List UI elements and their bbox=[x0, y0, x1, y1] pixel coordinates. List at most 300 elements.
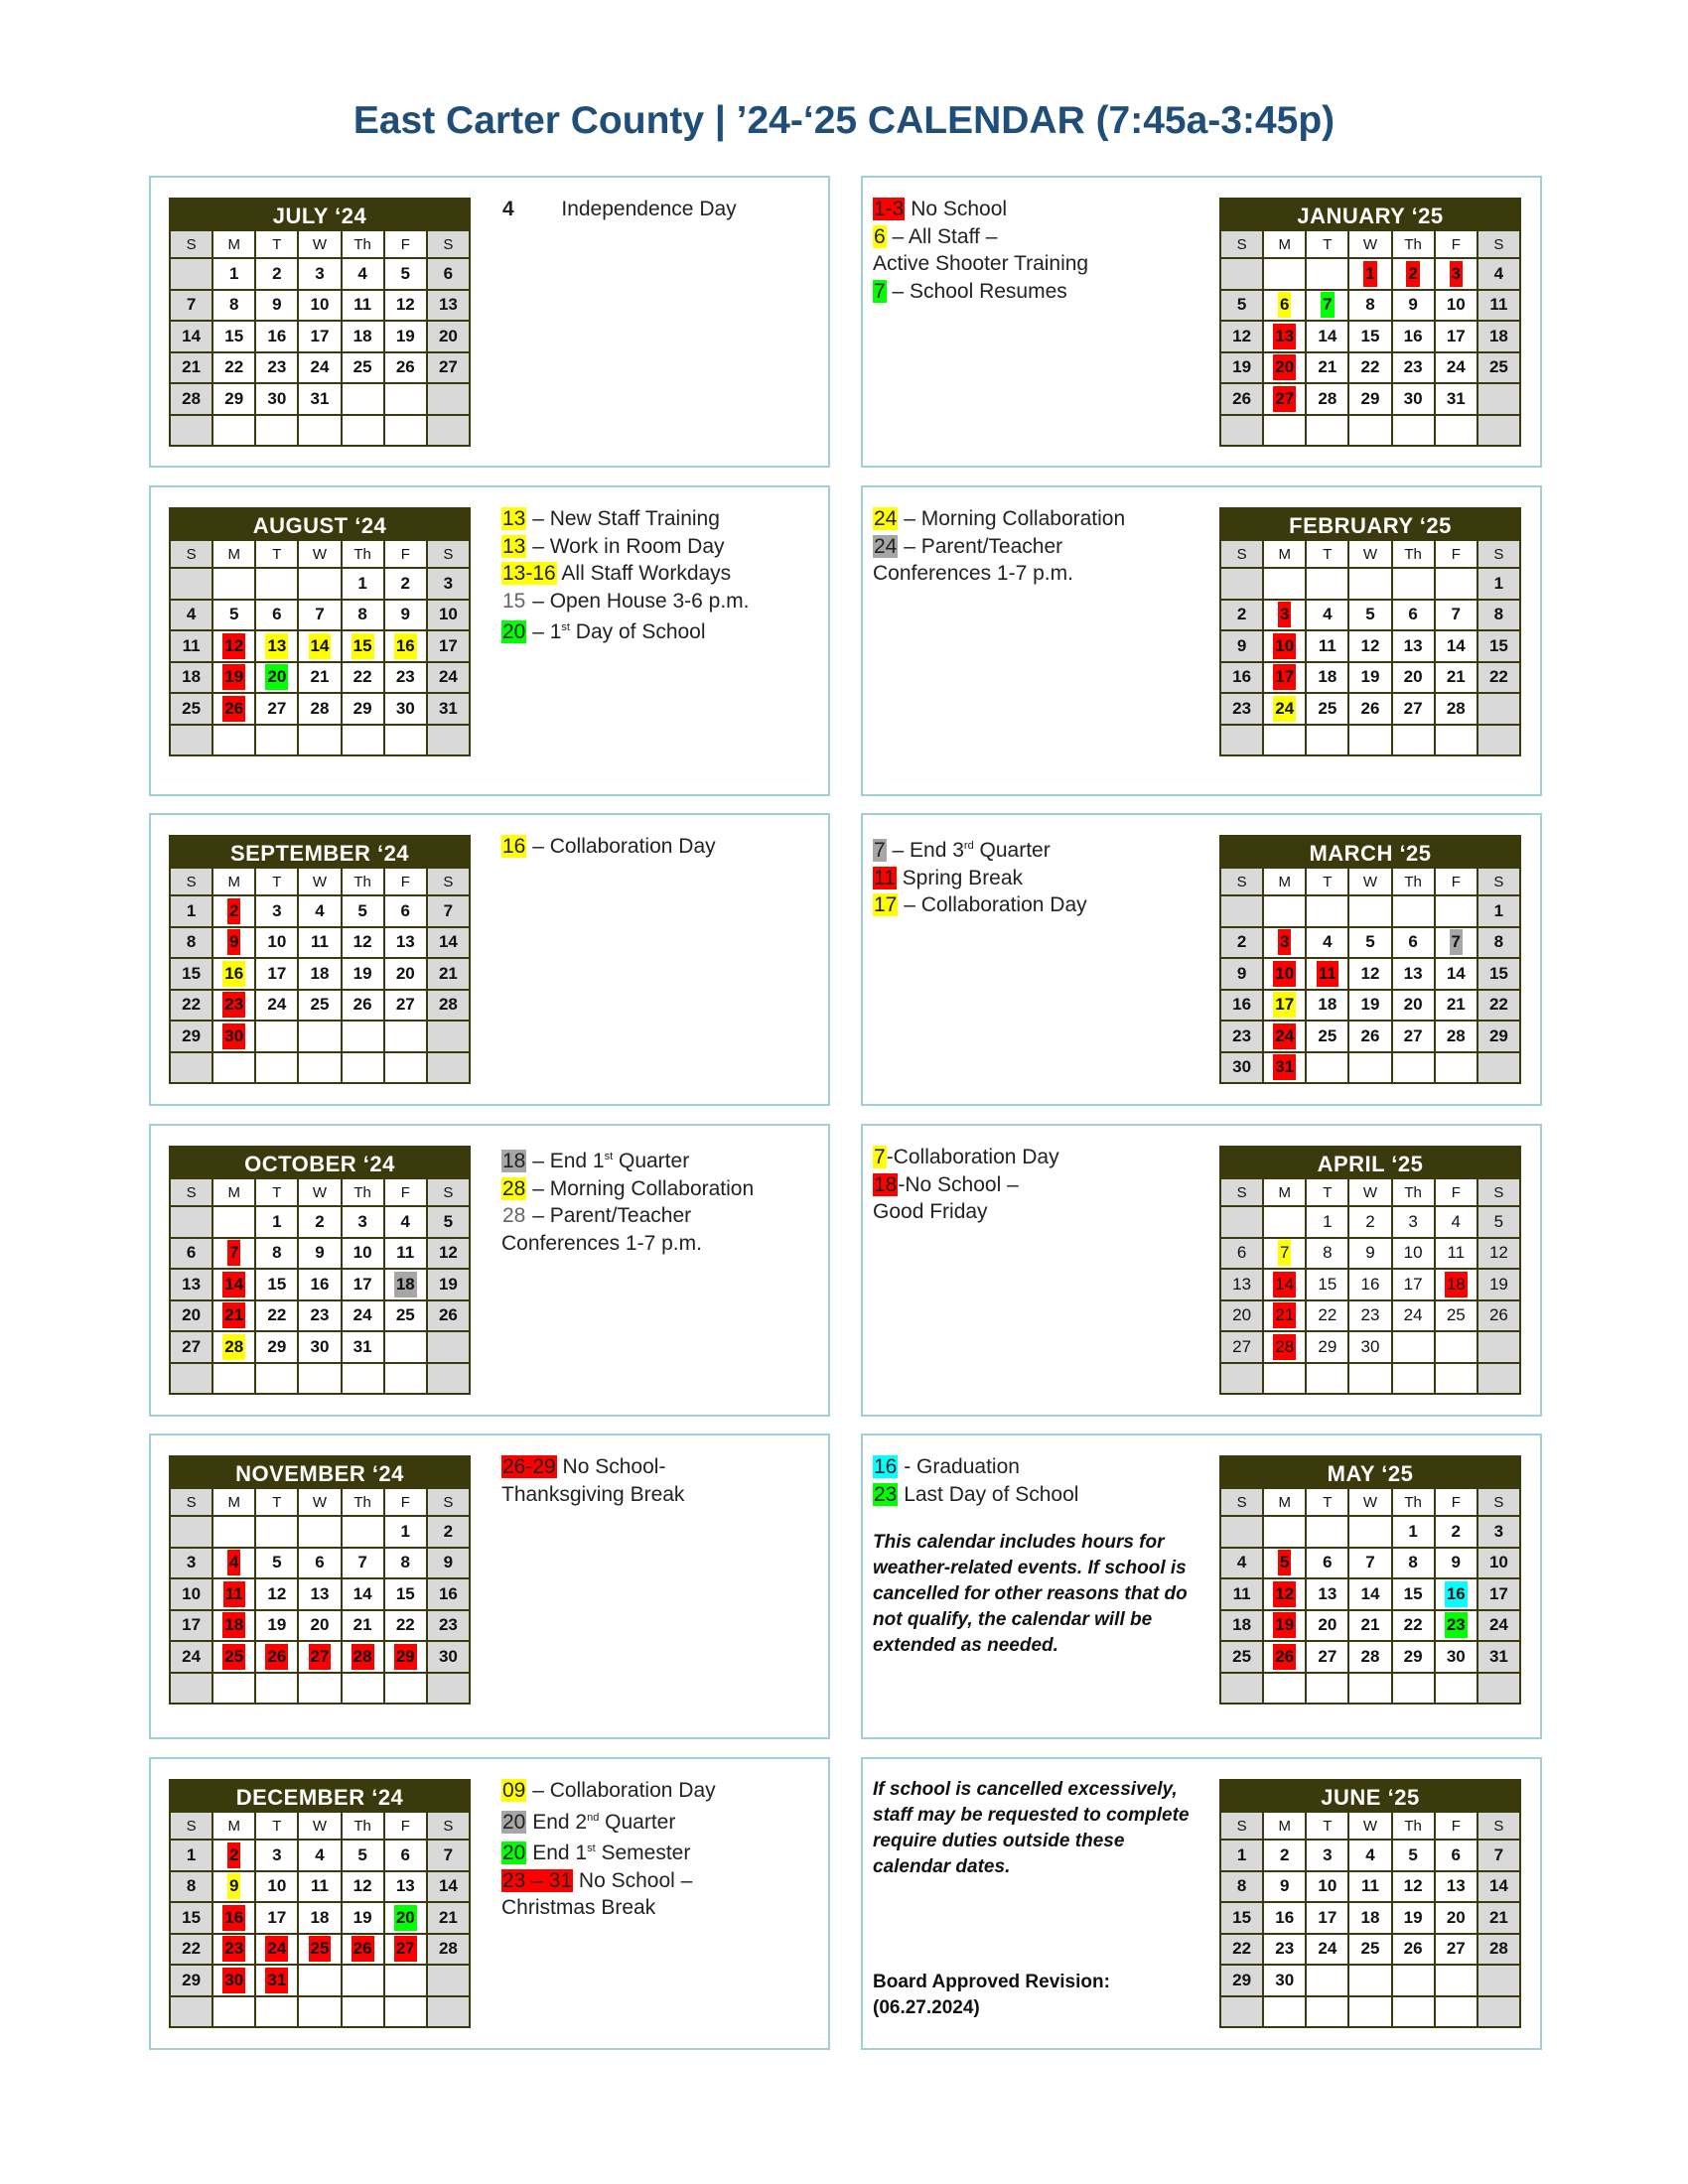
day-cell[interactable] bbox=[1393, 1579, 1434, 1609]
day-cell[interactable] bbox=[1349, 1642, 1390, 1672]
day-cell[interactable] bbox=[171, 991, 211, 1021]
day-cell[interactable] bbox=[1264, 1903, 1305, 1933]
day-cell[interactable] bbox=[1307, 353, 1347, 383]
day-cell[interactable] bbox=[1393, 1935, 1434, 1965]
day-cell-cyan[interactable] bbox=[1436, 1579, 1477, 1609]
day-cell-red[interactable] bbox=[1349, 259, 1390, 289]
day-cell[interactable] bbox=[1436, 1549, 1477, 1578]
day-cell[interactable] bbox=[1349, 353, 1390, 383]
day-cell[interactable] bbox=[171, 1022, 211, 1051]
day-cell[interactable] bbox=[385, 291, 426, 321]
day-cell[interactable] bbox=[1307, 1270, 1347, 1299]
day-cell[interactable] bbox=[385, 1841, 426, 1870]
day-cell-red[interactable] bbox=[1264, 1579, 1305, 1609]
day-cell-red[interactable] bbox=[213, 1935, 254, 1965]
day-cell[interactable] bbox=[428, 631, 469, 661]
day-cell[interactable] bbox=[299, 384, 340, 414]
day-cell[interactable] bbox=[256, 1301, 297, 1331]
day-cell[interactable] bbox=[171, 1872, 211, 1902]
day-cell-red[interactable] bbox=[385, 1642, 426, 1672]
day-cell[interactable] bbox=[343, 1872, 383, 1902]
day-cell[interactable] bbox=[1307, 1903, 1347, 1933]
day-cell[interactable] bbox=[1307, 384, 1347, 414]
day-cell[interactable] bbox=[1221, 1935, 1262, 1965]
day-cell[interactable] bbox=[385, 1517, 426, 1547]
day-cell[interactable] bbox=[1307, 663, 1347, 693]
day-cell[interactable] bbox=[385, 896, 426, 926]
day-cell-red[interactable] bbox=[1264, 663, 1305, 693]
day-cell[interactable] bbox=[256, 1270, 297, 1299]
day-cell[interactable] bbox=[343, 1579, 383, 1609]
day-cell[interactable] bbox=[385, 1207, 426, 1237]
day-cell[interactable] bbox=[1221, 1872, 1262, 1902]
day-cell[interactable] bbox=[1307, 601, 1347, 630]
day-cell-red[interactable] bbox=[1393, 259, 1434, 289]
day-cell[interactable] bbox=[299, 1841, 340, 1870]
day-cell[interactable] bbox=[343, 259, 383, 289]
day-cell[interactable] bbox=[1221, 322, 1262, 351]
day-cell[interactable] bbox=[1393, 1207, 1434, 1237]
day-cell[interactable] bbox=[1436, 1239, 1477, 1269]
day-cell[interactable] bbox=[1393, 291, 1434, 321]
day-cell[interactable] bbox=[1478, 1270, 1519, 1299]
day-cell[interactable] bbox=[385, 928, 426, 958]
day-cell[interactable] bbox=[1221, 1022, 1262, 1051]
day-cell[interactable] bbox=[428, 259, 469, 289]
day-cell[interactable] bbox=[1478, 1935, 1519, 1965]
day-cell[interactable] bbox=[1393, 1270, 1434, 1299]
day-cell[interactable] bbox=[1393, 1239, 1434, 1269]
day-cell[interactable] bbox=[299, 291, 340, 321]
day-cell-gray[interactable] bbox=[1436, 928, 1477, 958]
day-cell[interactable] bbox=[213, 291, 254, 321]
day-cell[interactable] bbox=[343, 1549, 383, 1578]
day-cell[interactable] bbox=[1307, 1301, 1347, 1331]
day-cell[interactable] bbox=[1478, 663, 1519, 693]
day-cell[interactable] bbox=[1307, 991, 1347, 1021]
day-cell[interactable] bbox=[256, 959, 297, 989]
day-cell[interactable] bbox=[343, 1301, 383, 1331]
day-cell[interactable] bbox=[171, 1579, 211, 1609]
day-cell[interactable] bbox=[256, 384, 297, 414]
day-cell[interactable] bbox=[1393, 1517, 1434, 1547]
day-cell-red[interactable] bbox=[1264, 1611, 1305, 1641]
day-cell-red[interactable] bbox=[1264, 353, 1305, 383]
day-cell[interactable] bbox=[343, 694, 383, 724]
day-cell[interactable] bbox=[171, 1935, 211, 1965]
day-cell[interactable] bbox=[299, 896, 340, 926]
day-cell[interactable] bbox=[1478, 631, 1519, 661]
day-cell[interactable] bbox=[385, 1872, 426, 1902]
day-cell[interactable] bbox=[428, 291, 469, 321]
day-cell[interactable] bbox=[1349, 1841, 1390, 1870]
day-cell[interactable] bbox=[385, 991, 426, 1021]
day-cell-yellow[interactable] bbox=[385, 631, 426, 661]
day-cell-red[interactable] bbox=[1264, 1332, 1305, 1362]
day-cell[interactable] bbox=[1221, 384, 1262, 414]
day-cell[interactable] bbox=[299, 1301, 340, 1331]
day-cell-red[interactable] bbox=[1264, 928, 1305, 958]
day-cell[interactable] bbox=[171, 1841, 211, 1870]
day-cell[interactable] bbox=[1393, 384, 1434, 414]
day-cell[interactable] bbox=[343, 291, 383, 321]
day-cell[interactable] bbox=[1393, 322, 1434, 351]
day-cell[interactable] bbox=[1349, 928, 1390, 958]
day-cell[interactable] bbox=[428, 322, 469, 351]
day-cell[interactable] bbox=[256, 1332, 297, 1362]
day-cell[interactable] bbox=[1307, 1872, 1347, 1902]
day-cell[interactable] bbox=[428, 1517, 469, 1547]
day-cell[interactable] bbox=[1349, 1022, 1390, 1051]
day-cell-red[interactable] bbox=[1264, 1642, 1305, 1672]
day-cell[interactable] bbox=[343, 959, 383, 989]
day-cell[interactable] bbox=[299, 1872, 340, 1902]
day-cell[interactable] bbox=[299, 1270, 340, 1299]
day-cell[interactable] bbox=[171, 896, 211, 926]
day-cell[interactable] bbox=[1307, 1022, 1347, 1051]
day-cell-red[interactable] bbox=[213, 1903, 254, 1933]
day-cell[interactable] bbox=[171, 322, 211, 351]
day-cell-green[interactable] bbox=[1307, 291, 1347, 321]
day-cell[interactable] bbox=[385, 959, 426, 989]
day-cell[interactable] bbox=[1478, 1239, 1519, 1269]
day-cell[interactable] bbox=[1478, 1841, 1519, 1870]
day-cell[interactable] bbox=[1478, 353, 1519, 383]
day-cell[interactable] bbox=[1221, 1239, 1262, 1269]
day-cell[interactable] bbox=[1307, 1841, 1347, 1870]
day-cell[interactable] bbox=[385, 322, 426, 351]
day-cell[interactable] bbox=[428, 569, 469, 599]
day-cell[interactable] bbox=[171, 694, 211, 724]
day-cell-yellow[interactable] bbox=[1264, 1239, 1305, 1269]
day-cell-red[interactable] bbox=[299, 1642, 340, 1672]
day-cell[interactable] bbox=[1349, 631, 1390, 661]
day-cell[interactable] bbox=[299, 1903, 340, 1933]
day-cell[interactable] bbox=[1436, 353, 1477, 383]
day-cell-yellow[interactable] bbox=[213, 959, 254, 989]
day-cell-red[interactable] bbox=[213, 1642, 254, 1672]
day-cell[interactable] bbox=[385, 1549, 426, 1578]
day-cell[interactable] bbox=[1221, 1332, 1262, 1362]
day-cell-red[interactable] bbox=[213, 631, 254, 661]
day-cell[interactable] bbox=[428, 928, 469, 958]
day-cell[interactable] bbox=[1264, 1841, 1305, 1870]
day-cell-red[interactable] bbox=[1264, 959, 1305, 989]
day-cell[interactable] bbox=[1393, 1841, 1434, 1870]
day-cell-yellow[interactable] bbox=[1264, 291, 1305, 321]
day-cell[interactable] bbox=[1349, 1903, 1390, 1933]
day-cell[interactable] bbox=[385, 259, 426, 289]
day-cell[interactable] bbox=[428, 353, 469, 383]
day-cell[interactable] bbox=[343, 896, 383, 926]
day-cell[interactable] bbox=[171, 384, 211, 414]
day-cell[interactable] bbox=[1478, 1022, 1519, 1051]
day-cell-red[interactable] bbox=[213, 896, 254, 926]
day-cell-yellow[interactable] bbox=[1264, 991, 1305, 1021]
day-cell[interactable] bbox=[428, 991, 469, 1021]
day-cell[interactable] bbox=[428, 601, 469, 630]
day-cell[interactable] bbox=[1307, 1332, 1347, 1362]
day-cell-yellow[interactable] bbox=[299, 631, 340, 661]
day-cell-red[interactable] bbox=[256, 1935, 297, 1965]
day-cell[interactable] bbox=[1307, 694, 1347, 724]
day-cell[interactable] bbox=[1393, 991, 1434, 1021]
day-cell[interactable] bbox=[1478, 569, 1519, 599]
day-cell[interactable] bbox=[1349, 1579, 1390, 1609]
day-cell[interactable] bbox=[1221, 1611, 1262, 1641]
day-cell-red[interactable] bbox=[1264, 601, 1305, 630]
day-cell[interactable] bbox=[1221, 1841, 1262, 1870]
day-cell[interactable] bbox=[1264, 1872, 1305, 1902]
day-cell[interactable] bbox=[1478, 291, 1519, 321]
day-cell[interactable] bbox=[1436, 1022, 1477, 1051]
day-cell[interactable] bbox=[1349, 291, 1390, 321]
day-cell[interactable] bbox=[343, 663, 383, 693]
day-cell[interactable] bbox=[1349, 322, 1390, 351]
day-cell[interactable] bbox=[343, 1270, 383, 1299]
day-cell[interactable] bbox=[343, 1841, 383, 1870]
day-cell[interactable] bbox=[1349, 1549, 1390, 1578]
day-cell-red[interactable] bbox=[1264, 322, 1305, 351]
day-cell-red[interactable] bbox=[1307, 959, 1347, 989]
day-cell[interactable] bbox=[343, 928, 383, 958]
day-cell[interactable] bbox=[1478, 322, 1519, 351]
day-cell[interactable] bbox=[256, 1841, 297, 1870]
day-cell[interactable] bbox=[256, 896, 297, 926]
day-cell[interactable] bbox=[1478, 1611, 1519, 1641]
day-cell[interactable] bbox=[1221, 353, 1262, 383]
day-cell[interactable] bbox=[428, 959, 469, 989]
day-cell[interactable] bbox=[299, 991, 340, 1021]
day-cell-red[interactable] bbox=[1264, 1053, 1305, 1083]
day-cell[interactable] bbox=[1436, 1841, 1477, 1870]
day-cell[interactable] bbox=[171, 353, 211, 383]
day-cell-red[interactable] bbox=[213, 1301, 254, 1331]
day-cell[interactable] bbox=[385, 1579, 426, 1609]
day-cell-red[interactable] bbox=[213, 1270, 254, 1299]
day-cell[interactable] bbox=[256, 322, 297, 351]
day-cell-yellow[interactable] bbox=[256, 631, 297, 661]
day-cell[interactable] bbox=[428, 1579, 469, 1609]
day-cell[interactable] bbox=[1478, 896, 1519, 926]
day-cell[interactable] bbox=[1349, 959, 1390, 989]
day-cell[interactable] bbox=[1349, 1301, 1390, 1331]
day-cell[interactable] bbox=[1349, 1872, 1390, 1902]
day-cell[interactable] bbox=[1478, 991, 1519, 1021]
day-cell[interactable] bbox=[256, 1579, 297, 1609]
day-cell[interactable] bbox=[256, 1239, 297, 1269]
day-cell-red[interactable] bbox=[343, 1935, 383, 1965]
day-cell[interactable] bbox=[1436, 631, 1477, 661]
day-cell[interactable] bbox=[1221, 1579, 1262, 1609]
day-cell[interactable] bbox=[299, 1549, 340, 1578]
day-cell[interactable] bbox=[1221, 1270, 1262, 1299]
day-cell-red[interactable] bbox=[1264, 631, 1305, 661]
day-cell[interactable] bbox=[213, 259, 254, 289]
day-cell[interactable] bbox=[1221, 291, 1262, 321]
day-cell-red[interactable] bbox=[213, 991, 254, 1021]
day-cell-red[interactable] bbox=[1264, 384, 1305, 414]
day-cell[interactable] bbox=[171, 1301, 211, 1331]
day-cell[interactable] bbox=[171, 1549, 211, 1578]
day-cell[interactable] bbox=[1478, 601, 1519, 630]
day-cell[interactable] bbox=[171, 1239, 211, 1269]
day-cell[interactable] bbox=[171, 663, 211, 693]
day-cell-red[interactable] bbox=[1264, 1301, 1305, 1331]
day-cell[interactable] bbox=[428, 896, 469, 926]
day-cell[interactable] bbox=[171, 1642, 211, 1672]
day-cell[interactable] bbox=[1478, 1903, 1519, 1933]
day-cell-green[interactable] bbox=[1436, 1611, 1477, 1641]
day-cell[interactable] bbox=[171, 631, 211, 661]
day-cell[interactable] bbox=[343, 1332, 383, 1362]
day-cell[interactable] bbox=[343, 1611, 383, 1641]
day-cell[interactable] bbox=[428, 1270, 469, 1299]
day-cell-red[interactable] bbox=[213, 663, 254, 693]
day-cell[interactable] bbox=[256, 1549, 297, 1578]
day-cell-red[interactable] bbox=[1264, 1022, 1305, 1051]
day-cell[interactable] bbox=[1221, 694, 1262, 724]
day-cell[interactable] bbox=[1436, 1903, 1477, 1933]
day-cell-red[interactable] bbox=[213, 1611, 254, 1641]
day-cell[interactable] bbox=[1307, 1239, 1347, 1269]
day-cell[interactable] bbox=[1478, 1207, 1519, 1237]
day-cell[interactable] bbox=[256, 1611, 297, 1641]
day-cell[interactable] bbox=[1349, 991, 1390, 1021]
day-cell[interactable] bbox=[385, 601, 426, 630]
day-cell[interactable] bbox=[299, 1239, 340, 1269]
day-cell[interactable] bbox=[1436, 601, 1477, 630]
day-cell[interactable] bbox=[256, 259, 297, 289]
day-cell[interactable] bbox=[171, 291, 211, 321]
day-cell[interactable] bbox=[256, 928, 297, 958]
day-cell[interactable] bbox=[1478, 1579, 1519, 1609]
day-cell[interactable] bbox=[428, 1207, 469, 1237]
day-cell[interactable] bbox=[1221, 991, 1262, 1021]
day-cell[interactable] bbox=[1221, 1903, 1262, 1933]
day-cell[interactable] bbox=[256, 1872, 297, 1902]
day-cell[interactable] bbox=[428, 1642, 469, 1672]
day-cell[interactable] bbox=[385, 663, 426, 693]
day-cell[interactable] bbox=[171, 1332, 211, 1362]
day-cell[interactable] bbox=[1478, 1549, 1519, 1578]
day-cell-red[interactable] bbox=[385, 1935, 426, 1965]
day-cell[interactable] bbox=[1264, 1966, 1305, 1995]
day-cell-red[interactable] bbox=[1436, 259, 1477, 289]
day-cell[interactable] bbox=[385, 569, 426, 599]
day-cell[interactable] bbox=[256, 1903, 297, 1933]
day-cell[interactable] bbox=[343, 1207, 383, 1237]
day-cell[interactable] bbox=[1349, 1207, 1390, 1237]
day-cell[interactable] bbox=[1349, 1935, 1390, 1965]
day-cell-red[interactable] bbox=[1264, 1270, 1305, 1299]
day-cell[interactable] bbox=[256, 1207, 297, 1237]
day-cell[interactable] bbox=[1393, 1301, 1434, 1331]
day-cell[interactable] bbox=[171, 1611, 211, 1641]
day-cell[interactable] bbox=[1393, 1903, 1434, 1933]
day-cell[interactable] bbox=[1436, 384, 1477, 414]
day-cell[interactable] bbox=[1221, 663, 1262, 693]
day-cell[interactable] bbox=[1221, 1053, 1262, 1083]
day-cell[interactable] bbox=[213, 353, 254, 383]
day-cell[interactable] bbox=[1436, 1935, 1477, 1965]
day-cell[interactable] bbox=[1221, 1966, 1262, 1995]
day-cell[interactable] bbox=[428, 1872, 469, 1902]
day-cell-gray[interactable] bbox=[385, 1270, 426, 1299]
day-cell[interactable] bbox=[256, 601, 297, 630]
day-cell[interactable] bbox=[428, 1301, 469, 1331]
day-cell[interactable] bbox=[1436, 1517, 1477, 1547]
day-cell[interactable] bbox=[299, 601, 340, 630]
day-cell[interactable] bbox=[1436, 291, 1477, 321]
day-cell[interactable] bbox=[256, 694, 297, 724]
day-cell[interactable] bbox=[213, 384, 254, 414]
day-cell-yellow[interactable] bbox=[213, 1332, 254, 1362]
day-cell[interactable] bbox=[1436, 1207, 1477, 1237]
day-cell-red[interactable] bbox=[343, 1642, 383, 1672]
day-cell[interactable] bbox=[299, 694, 340, 724]
day-cell[interactable] bbox=[1349, 601, 1390, 630]
day-cell-red[interactable] bbox=[1264, 1549, 1305, 1578]
day-cell[interactable] bbox=[343, 322, 383, 351]
day-cell[interactable] bbox=[428, 1935, 469, 1965]
day-cell[interactable] bbox=[213, 601, 254, 630]
day-cell[interactable] bbox=[385, 1239, 426, 1269]
day-cell[interactable] bbox=[1307, 1579, 1347, 1609]
day-cell[interactable] bbox=[428, 1239, 469, 1269]
day-cell[interactable] bbox=[299, 1207, 340, 1237]
day-cell[interactable] bbox=[428, 1903, 469, 1933]
day-cell[interactable] bbox=[1436, 991, 1477, 1021]
day-cell[interactable] bbox=[1349, 1332, 1390, 1362]
day-cell[interactable] bbox=[1478, 1517, 1519, 1547]
day-cell[interactable] bbox=[343, 569, 383, 599]
day-cell[interactable] bbox=[1393, 928, 1434, 958]
day-cell[interactable] bbox=[299, 1579, 340, 1609]
day-cell[interactable] bbox=[256, 291, 297, 321]
day-cell[interactable] bbox=[299, 322, 340, 351]
day-cell[interactable] bbox=[385, 694, 426, 724]
day-cell[interactable] bbox=[299, 259, 340, 289]
day-cell[interactable] bbox=[171, 601, 211, 630]
day-cell-yellow[interactable] bbox=[343, 631, 383, 661]
day-cell[interactable] bbox=[1307, 1207, 1347, 1237]
day-cell[interactable] bbox=[256, 353, 297, 383]
day-cell[interactable] bbox=[428, 694, 469, 724]
day-cell[interactable] bbox=[1478, 259, 1519, 289]
day-cell-red[interactable] bbox=[299, 1935, 340, 1965]
day-cell[interactable] bbox=[1307, 928, 1347, 958]
day-cell[interactable] bbox=[171, 1966, 211, 1995]
day-cell-yellow[interactable] bbox=[1264, 694, 1305, 724]
day-cell[interactable] bbox=[1393, 353, 1434, 383]
day-cell-red[interactable] bbox=[213, 1239, 254, 1269]
day-cell[interactable] bbox=[1436, 1301, 1477, 1331]
day-cell[interactable] bbox=[343, 991, 383, 1021]
day-cell[interactable] bbox=[1393, 694, 1434, 724]
day-cell[interactable] bbox=[428, 1841, 469, 1870]
day-cell[interactable] bbox=[1393, 1642, 1434, 1672]
day-cell[interactable] bbox=[299, 1332, 340, 1362]
day-cell[interactable] bbox=[1478, 1301, 1519, 1331]
day-cell[interactable] bbox=[1349, 384, 1390, 414]
day-cell[interactable] bbox=[1307, 1935, 1347, 1965]
day-cell[interactable] bbox=[1478, 1642, 1519, 1672]
day-cell[interactable] bbox=[1393, 1549, 1434, 1578]
day-cell[interactable] bbox=[171, 1903, 211, 1933]
day-cell[interactable] bbox=[299, 353, 340, 383]
day-cell[interactable] bbox=[385, 1611, 426, 1641]
